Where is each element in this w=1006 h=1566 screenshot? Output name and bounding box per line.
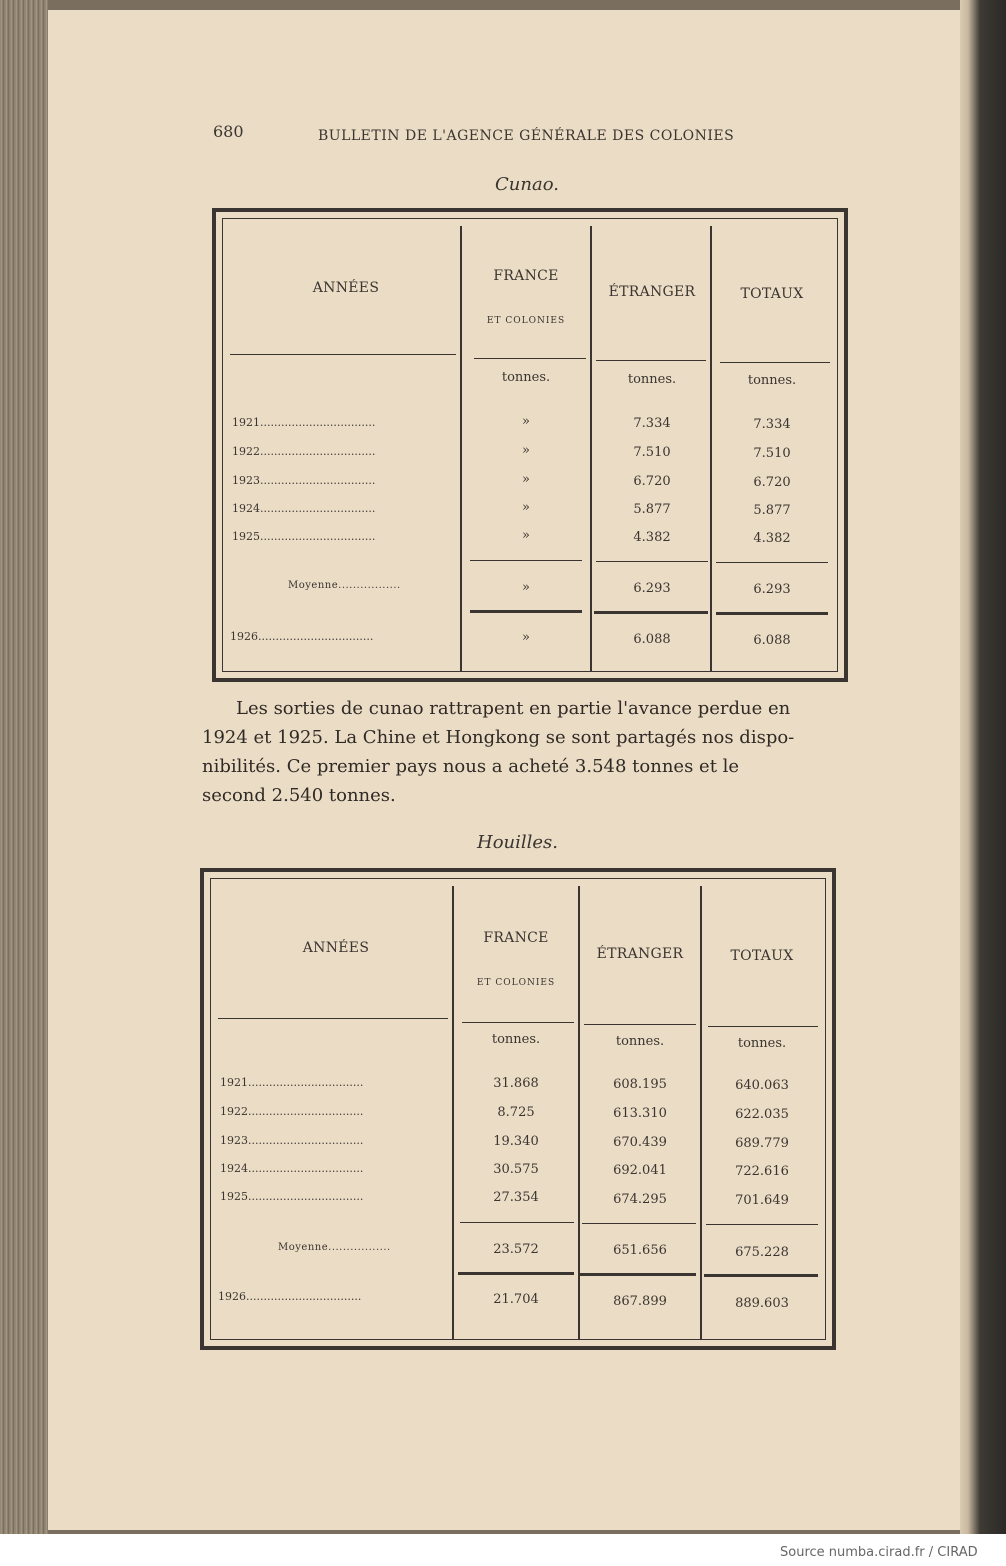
cell-total: 640.063 <box>735 1078 789 1093</box>
column-header-years: ANNÉES <box>302 940 370 956</box>
header-rule <box>708 1026 818 1027</box>
sum-rule <box>582 1223 696 1224</box>
double-rule <box>704 1274 818 1277</box>
row-year: 1924 <box>232 502 260 515</box>
table-cunao: ANNÉES FRANCE ET COLONIES ÉTRANGER TOTAUX tonnes. tonnes. tonnes. 1921................................. » 7.334 7.334 1922................................. » 7.510 7.510 1923................................. » 6.720 6.720 1924................................. » 5.877 5.877 1925................................. » 4.382 4.382 Moyenne................. » 6.293 6.293 1926................................. » 6.088 6.088 <box>212 208 848 682</box>
column-header-totals: TOTAUX <box>730 948 794 964</box>
cell-foreign: 6.088 <box>633 632 671 647</box>
sum-rule <box>716 562 828 563</box>
cell-france: 19.340 <box>493 1134 539 1149</box>
cell-foreign: 670.439 <box>613 1135 667 1150</box>
cell-foreign: 6.293 <box>633 581 671 596</box>
cell-foreign: 608.195 <box>613 1077 667 1092</box>
cell-total: 689.779 <box>735 1136 789 1151</box>
column-header-years: ANNÉES <box>312 280 380 296</box>
cell-total: 4.382 <box>753 531 791 546</box>
unit-label: tonnes. <box>737 1036 787 1051</box>
paragraph-line: second 2.540 tonnes. <box>202 785 396 806</box>
header-rule <box>720 362 830 363</box>
header-rule <box>596 360 706 361</box>
row-year: 1923 <box>220 1134 248 1147</box>
row-year: 1921 <box>220 1076 248 1089</box>
cell-total: 7.510 <box>753 446 791 461</box>
row-year: 1925 <box>220 1190 248 1203</box>
cell-france: » <box>522 500 530 515</box>
cell-france: 30.575 <box>493 1162 539 1177</box>
column-header-france-sub: ET COLONIES <box>476 978 556 988</box>
unit-label: tonnes. <box>627 372 677 387</box>
row-year: 1926 <box>218 1290 246 1303</box>
column-divider <box>710 226 712 672</box>
cell-total: 7.334 <box>753 417 791 432</box>
unit-label: tonnes. <box>501 370 551 385</box>
column-divider <box>590 226 592 672</box>
cell-total: 6.293 <box>753 582 791 597</box>
cell-france: » <box>522 580 530 595</box>
header-rule <box>584 1024 696 1025</box>
unit-label: tonnes. <box>491 1032 541 1047</box>
cell-total: 722.616 <box>735 1164 789 1179</box>
average-label: Moyenne <box>278 1242 329 1253</box>
column-header-foreign: ÉTRANGER <box>608 284 696 300</box>
cell-foreign: 7.334 <box>633 416 671 431</box>
cell-foreign: 6.720 <box>633 474 671 489</box>
column-header-totals: TOTAUX <box>740 286 804 302</box>
column-divider <box>578 886 580 1340</box>
cell-france: » <box>522 528 530 543</box>
cell-france: 21.704 <box>493 1292 539 1307</box>
row-year: 1922 <box>220 1105 248 1118</box>
cell-total: 701.649 <box>735 1193 789 1208</box>
header-rule <box>218 1018 448 1019</box>
cell-total: 5.877 <box>753 503 791 518</box>
cell-total: 675.228 <box>735 1245 789 1260</box>
column-header-foreign: ÉTRANGER <box>596 946 684 962</box>
cell-total: 889.603 <box>735 1296 789 1311</box>
average-label: Moyenne <box>288 580 339 591</box>
cell-foreign: 613.310 <box>613 1106 667 1121</box>
cell-foreign: 7.510 <box>633 445 671 460</box>
column-divider <box>452 886 454 1340</box>
row-year: 1921 <box>232 416 260 429</box>
cell-france: » <box>522 630 530 645</box>
paragraph-line: nibilités. Ce premier pays nous a acheté 3.548 tonnes et le <box>202 756 740 777</box>
book-spine-edge <box>960 0 1006 1534</box>
table-title-houilles: Houilles. <box>477 832 559 853</box>
sum-rule <box>706 1224 818 1225</box>
column-divider <box>460 226 462 672</box>
cell-total: 6.720 <box>753 475 791 490</box>
cell-total: 6.088 <box>753 633 791 648</box>
cell-foreign: 5.877 <box>633 502 671 517</box>
double-rule <box>470 610 582 613</box>
cell-france: » <box>522 414 530 429</box>
sum-rule <box>460 1222 574 1223</box>
cell-france: » <box>522 443 530 458</box>
source-attribution: Source numba.cirad.fr / CIRAD <box>780 1545 978 1560</box>
header-rule <box>474 358 586 359</box>
page-number: 680 <box>213 122 244 141</box>
cell-foreign: 867.899 <box>613 1294 667 1309</box>
cell-foreign: 674.295 <box>613 1192 667 1207</box>
column-divider <box>700 886 702 1340</box>
table-houilles: ANNÉES FRANCE ET COLONIES ÉTRANGER TOTAUX tonnes. tonnes. tonnes. 1921................................. 31.868 608.195 640.063 1922................................. 8.725 613.310 622.035 1923................................. 19.340 670.439 689.779 1924................................. 30.575 692.041 722.616 1925................................. 27.354 674.295 701.649 Moyenne................. 23.572 651.656 675.228 1926................................. 21.704 867.899 889.603 <box>200 868 836 1350</box>
column-header-france-sub: ET COLONIES <box>486 316 566 326</box>
row-year: 1922 <box>232 445 260 458</box>
column-header-france: FRANCE <box>493 268 559 284</box>
sum-rule <box>470 560 582 561</box>
cell-france: 8.725 <box>497 1105 535 1120</box>
cell-france: 23.572 <box>493 1242 539 1257</box>
cell-foreign: 692.041 <box>613 1163 667 1178</box>
page-stack-edge <box>0 0 48 1534</box>
running-head: BULLETIN DE L'AGENCE GÉNÉRALE DES COLONIES <box>318 128 735 144</box>
double-rule <box>594 611 708 614</box>
double-rule <box>716 612 828 615</box>
double-rule <box>580 1273 696 1276</box>
row-year: 1924 <box>220 1162 248 1175</box>
unit-label: tonnes. <box>615 1034 665 1049</box>
paragraph-line: 1924 et 1925. La Chine et Hongkong se sont partagés nos dispo- <box>202 727 795 748</box>
double-rule <box>458 1272 574 1275</box>
paragraph-line: Les sorties de cunao rattrapent en partie l'avance perdue en <box>236 698 791 719</box>
cell-foreign: 4.382 <box>633 530 671 545</box>
cell-france: 27.354 <box>493 1190 539 1205</box>
cell-foreign: 651.656 <box>613 1243 667 1258</box>
unit-label: tonnes. <box>747 373 797 388</box>
header-rule <box>462 1022 574 1023</box>
row-year: 1926 <box>230 630 258 643</box>
column-header-france: FRANCE <box>483 930 549 946</box>
cell-total: 622.035 <box>735 1107 789 1122</box>
table-title-cunao: Cunao. <box>495 174 559 195</box>
row-year: 1923 <box>232 474 260 487</box>
sum-rule <box>596 561 708 562</box>
cell-france: 31.868 <box>493 1076 539 1091</box>
cell-france: » <box>522 472 530 487</box>
header-rule <box>230 354 456 355</box>
row-year: 1925 <box>232 530 260 543</box>
